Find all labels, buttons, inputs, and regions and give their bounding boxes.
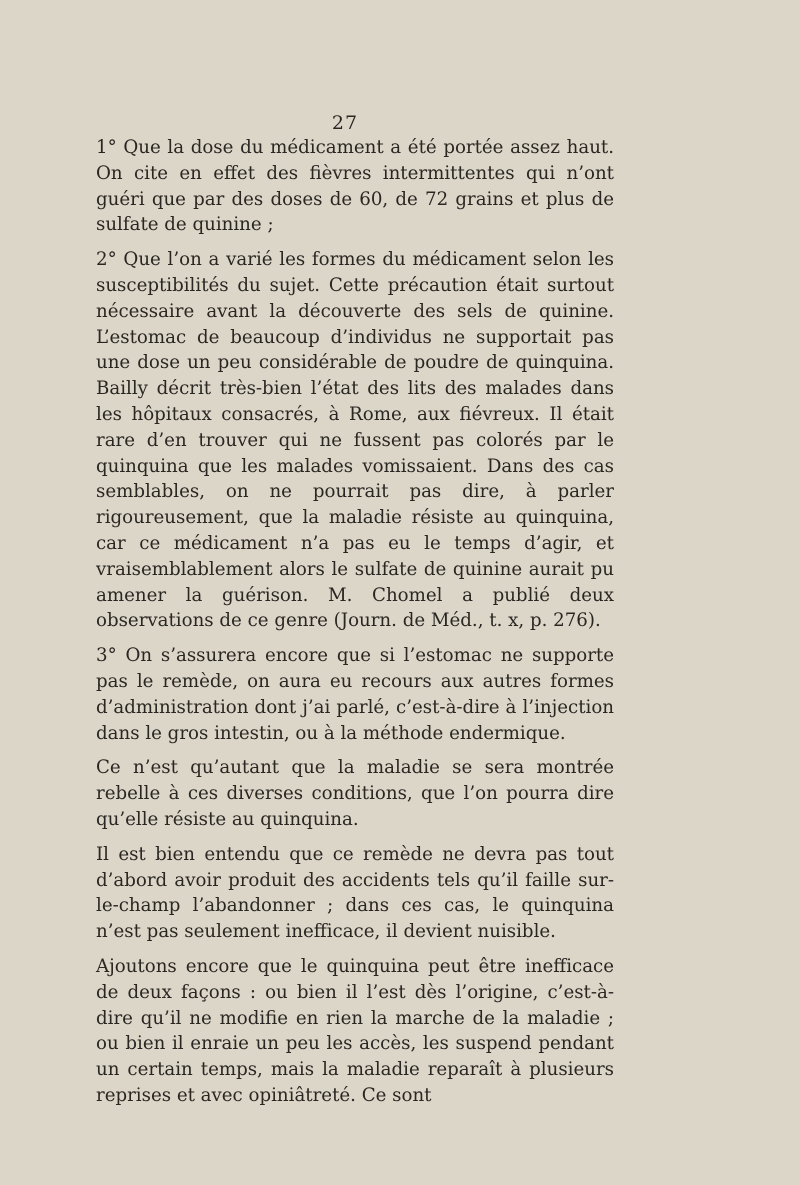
paragraph-3: 3° On s’assurera encore que si l’estomac ne supporte pas le remède, on aura eu recours aux autres formes d’administration dont j’ai parlé, c’est-à-dire à l’injection dans le gros intestin, ou à la méthode endermique. [96, 645, 614, 744]
paragraph-1: 1° Que la dose du médicament a été portée assez haut. On cite en effet des fièvres intermittentes qui n’ont guéri que par des doses de 60, de 72 grains et plus de sulfate de quinine ; [96, 137, 614, 236]
paragraph-6: Ajoutons encore que le quinquina peut être inefficace de deux façons : ou bien il l’est dès l’origine, c’est-à-dire qu’il ne modifie en rien la marche de la maladie ; ou bien il enraie un peu les accès, les suspend pendant un certain temps, mais la maladie reparaît à plusieurs reprises et avec opiniâtreté. Ce sont [96, 955, 614, 1106]
body-text [96, 135, 614, 1118]
paragraph-2: 2° Que l’on a varié les formes du médicament selon les susceptibilités du sujet. Cette précaution était surtout nécessaire avant la découverte des sels de quinine. L’estomac de beaucoup d’individus ne supportait pas une dose un peu considérable de poudre de quinquina. Bailly décrit très-bien l’état des lits des malades dans les hôpitaux consacrés, à Rome, aux fiévreux. Il était rare d’en trouver qui ne fussent pas colorés par le quinquina que les malades vomissaient. Dans des cas semblables, on ne pourrait pas dire, à parler rigoureusement, que la maladie résiste au quinquina, car ce médicament n’a pas eu le temps d’agir, et vraisemblablement alors le sulfate de quinine aurait pu amener la guérison. M. Chomel a publié deux observations de ce genre (Journ. de Méd., t. x, p. 276). [96, 249, 614, 632]
page-number: 27 [331, 112, 359, 134]
paragraph-5: Il est bien entendu que ce remède ne devra pas tout d’abord avoir produit des accidents tels qu’il faille sur-le-champ l’abandonner ; dans ces cas, le quinquina n’est pas seulement inefficace, il devient nuisible. [96, 843, 614, 943]
paragraph-4: Ce n’est qu’autant que la maladie se sera montrée rebelle à ces diverses conditions, que l’on pourra dire qu’elle résiste au quinquina. [96, 757, 614, 830]
